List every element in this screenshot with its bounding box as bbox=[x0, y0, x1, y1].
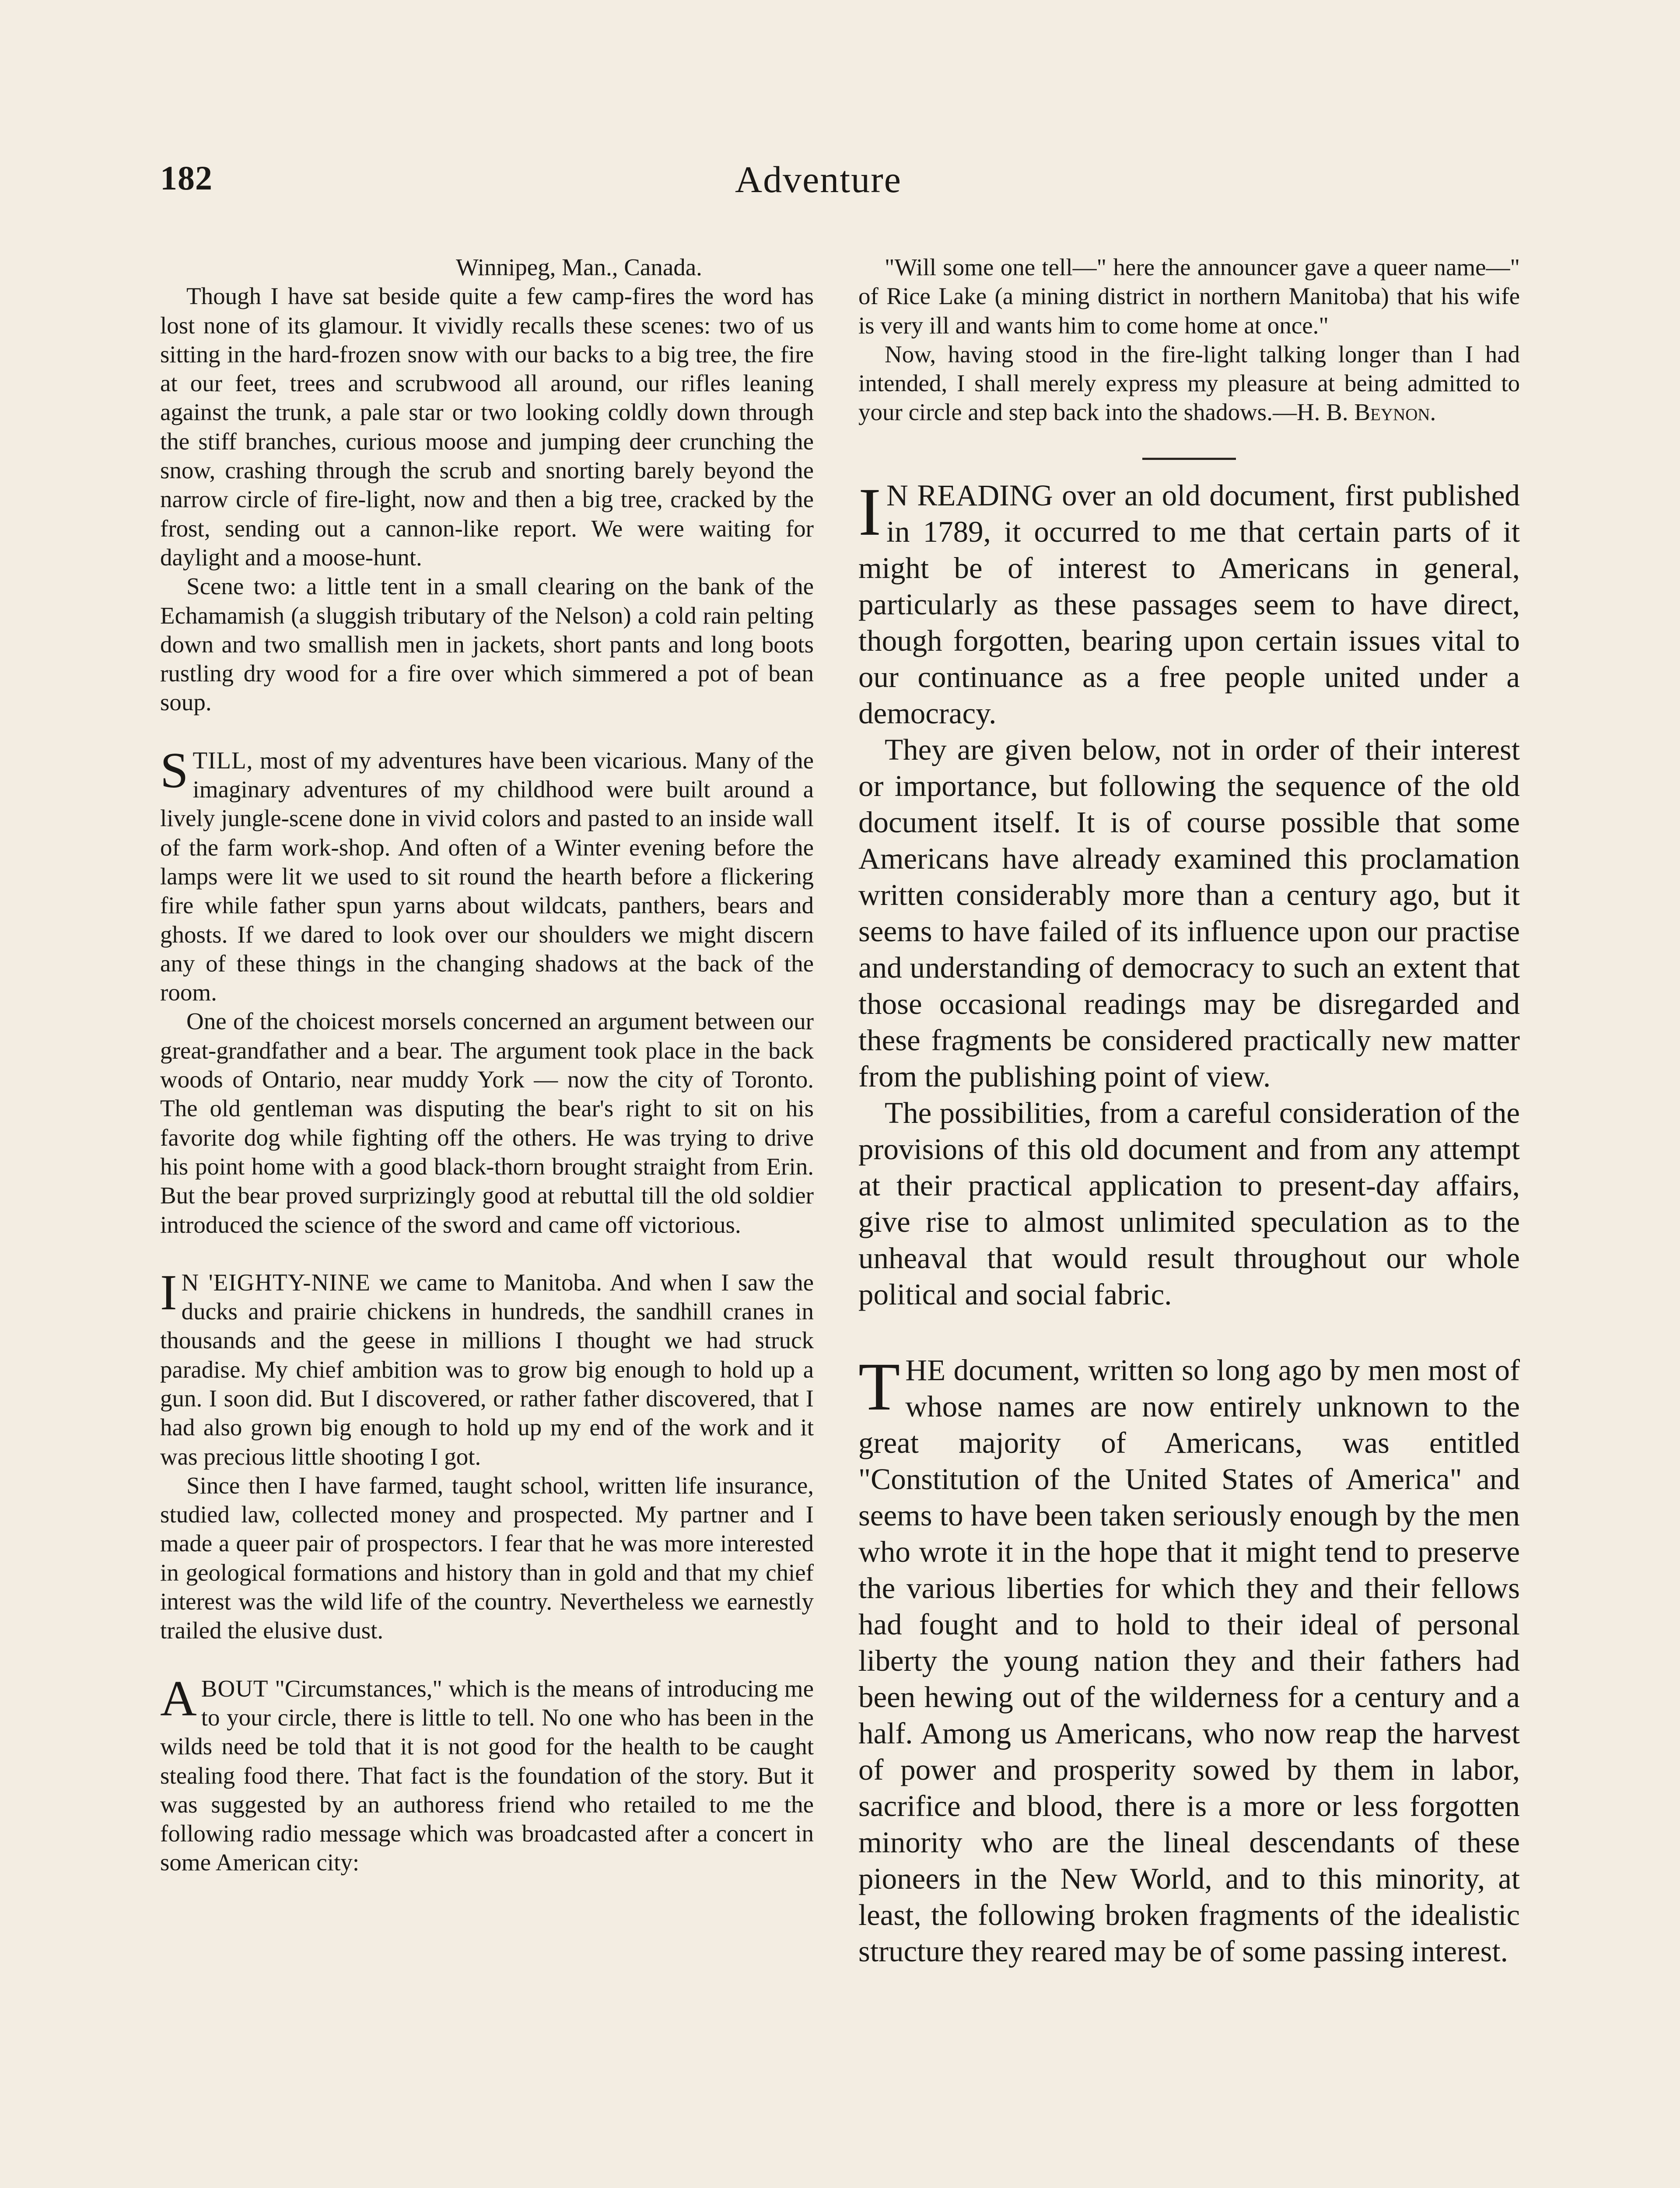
dateline: Winnipeg, Man., Canada. bbox=[456, 254, 702, 281]
paragraph bbox=[858, 473, 1520, 732]
page-number: 182 bbox=[160, 159, 213, 197]
paragraph: Though I have sat beside quite a few camp-fires the word has lost none of its glamour. It vividly recalls these scenes: two of us sitting in the hard-frozen snow with our backs to a big tree, the fire at our feet, trees and scrubwood all around, our rifles leaning against the trunk, a pale star or two looking coldly down through the stiff branches, curious moose and jumping deer crunching the snow, crashing through the scrub and snorting barely beyond the narrow circle of fire-light, now and then a big tree, cracked by the frost, sending out a cannon-like report. We were waiting for daylight and a moose-hunt. bbox=[160, 283, 814, 571]
signature: Beynon. bbox=[1354, 399, 1436, 426]
paragraph bbox=[160, 742, 814, 1007]
paragraph-text: Now, having stood in the fire-light talking longer than I had intended, I shall merely express my pleasure at being admitted to your circle and step back into the shadows.—H. B. bbox=[858, 340, 1520, 426]
drop-cap: T bbox=[858, 1348, 900, 1424]
article-body bbox=[858, 473, 1520, 1970]
paragraph-text: most of my adventures have been vicarious. Many of the imaginary adventures of my childhood were built around a lively jungle-scene done in vivid colors and pasted to an inside wall of the farm work-shop. And often of a Winter evening before the lamps were lit we used to sit round the hearth before a flickering fire while father spun yarns about wildcats, panthers, bears and ghosts. If we dared to look over our shoulders we might discern any of these things in the changing shadows at the back of the room. bbox=[160, 747, 814, 1006]
paragraph bbox=[160, 1670, 814, 1877]
drop-cap: S bbox=[160, 742, 189, 799]
paragraph bbox=[160, 1264, 814, 1471]
drop-cap: I bbox=[858, 473, 881, 550]
lead-in: BOUT bbox=[201, 1675, 269, 1702]
paragraph: Scene two: a little tent in a small clearing on the bank of the Echamamish (a sluggish tributary of the Nelson) a cold rain pelting down and two smallish men in jackets, short pants and long boots rustling dry wood for a fire over which simmered a pot of bean soup. bbox=[160, 573, 814, 716]
paragraph: Since then I have farmed, taught school, written life insurance, studied law, collected money and prospected. My partner and I made a queer pair of prospectors. I fear that he was more interested in geological formations and history than in gold and that my chief interest was the wild life of the country. Nevertheless we earnestly trailed the elusive dust. bbox=[160, 1472, 814, 1644]
paragraph bbox=[858, 340, 1520, 427]
drop-cap: A bbox=[160, 1670, 197, 1727]
left-column bbox=[160, 253, 814, 1877]
paragraph-text: HE document, written so long ago by men most of whose names are now entirely unknown to the great majority of Americans, was entitled "Constitution of the United States of America" and seems to have been taken seriously enough by the men who wrote it in the hope that it might tend to preserve the various liberties for which they and their fellows had fought and to hold to their ideal of personal liberty the young nation they and their fathers had been hewing out of the wilderness for a century and a half. Among us Americans, who now reap the harvest of power and prosperity sowed by them in labor, sacrifice and blood, there is a more or less forgotten minority who are the lineal descendants of these pioneers in the New World, and to this minority, at least, the following broken fragments of the idealistic structure they reared may be of some passing interest. bbox=[858, 1353, 1520, 1968]
drop-cap: I bbox=[160, 1264, 177, 1321]
running-head: Adventure bbox=[735, 158, 902, 200]
paragraph bbox=[858, 1348, 1520, 1970]
paragraph-text: we came to Manitoba. And when I saw the ducks and prairie chickens in hundreds, the sandhill cranes in thousands and the geese in millions I thought we had struck paradise. My chief ambition was to grow big enough to hold up a gun. I soon did. But I discovered, or rather father discovered, that I had also grown big enough to hold up my end of the work and it was precious little shooting I got. bbox=[160, 1269, 814, 1470]
paragraph-text: N READING over an old document, first published in 1789, it occurred to me that certain parts of it might be of interest to Americans in general, particularly as these passages seem to have direct, though forgotten, bearing upon certain issues vital to our continuance as a free people united under a democracy. bbox=[858, 478, 1520, 730]
lead-in: TILL, bbox=[192, 747, 253, 774]
right-column bbox=[858, 253, 1520, 1970]
paragraph: The possibilities, from a careful consideration of the provisions of this old document and from any attempt at their practical application to present-day affairs, give rise to almost unlimited speculation as to the unheaval that would result throughout our whole political and social fabric. bbox=[858, 1096, 1520, 1311]
lead-in: N 'EIGHTY-NINE bbox=[181, 1269, 371, 1296]
paragraph: They are given below, not in order of their interest or importance, but following the sequence of the old document itself. It is of course possible that some Americans have already examined this proclamation written considerably more than a century ago, but it seems to have failed of its influence upon our practise and understanding of democracy to such an extent that those occasional readings may be disregarded and these fragments be considered practically new matter from the publishing point of view. bbox=[858, 733, 1520, 1093]
section-divider bbox=[1142, 458, 1236, 460]
paragraph-text: "Circumstances," which is the means of introducing me to your circle, there is little to tell. No one who has been in the wilds need be told that it is not good for the health to be caught stealing food there. That fact is the foundation of the story. But it was suggested by an authoress friend who retailed to me the following radio message which was broadcasted after a concert in some American city: bbox=[160, 1675, 814, 1876]
paragraph: One of the choicest morsels concerned an argument between our great-grandfather and a bear. The argument took place in the back woods of Ontario, near muddy York — now the city of Toronto. The old gentleman was disputing the bear's right to sit on his favorite dog while fighting off the others. He was trying to drive his point home with a good black-thorn brought straight from Erin. But the bear proved surprizingly good at rebuttal till the old soldier introduced the science of the sword and came off victorious. bbox=[160, 1008, 814, 1238]
paragraph: "Will some one tell—" here the announcer gave a queer name—" of Rice Lake (a mining district in northern Manitoba) that his wife is very ill and wants him to come home at once." bbox=[858, 254, 1520, 339]
